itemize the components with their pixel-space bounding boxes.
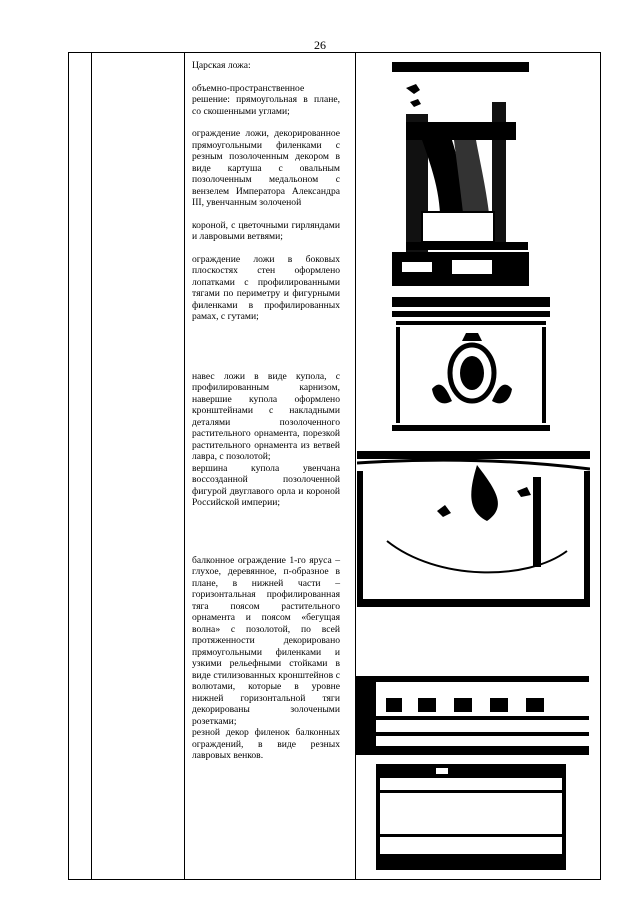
- dome-canopy-photo: [357, 451, 590, 607]
- description-paragraph: короной, с цветочными гирляндами и лавровыми ветвями;: [192, 219, 340, 242]
- page-number: 26: [314, 38, 326, 52]
- royal-box-photo: [392, 62, 529, 286]
- description-paragraph: объемно-пространственное решение: прямоугольная в плане, со скошенными углами;: [192, 82, 340, 117]
- box-cartouche-photo: [392, 297, 550, 441]
- table-column-divider: [355, 53, 356, 879]
- table-column-divider: [184, 53, 185, 879]
- description-column: [192, 60, 340, 762]
- description-paragraph: балконное ограждение 1-го яруса – глухое, деревянное, п-образное в плане, в нижней части – горизонтальная профилированная тяга поясом растительного орнамента и поясом «бегущая волна» с позолотой, по всей протяженности декорировано прямоугольными филенками и узкими рельефными стойками в виде стилизованных кронштейнов с волютами, которые в уровне нижней горизонтальной тяги декорированы золочеными розетками;: [192, 554, 340, 727]
- description-paragraph: вершина купола увенчана воссозданной позолоченной фигурой двуглавого орла и короной Российской империи;: [192, 462, 340, 508]
- description-paragraph: ограждение ложи в боковых плоскостях стен оформлено лопатками с профилированными тягами по периметру и фигурными филенками в профилированных рамах, с гутами;: [192, 253, 340, 322]
- description-paragraph: навес ложи в виде купола, с профилированным карнизом, навершие купола оформлено кронштейнами с накладными деталями позолоченного растительного орнамента, порезкой растительного орнамента из ветвей лавра, с позолотой;: [192, 370, 340, 462]
- balcony-tier-photo: [356, 676, 589, 755]
- description-paragraph: резной декор филенок балконных ограждений, в виде резных лавровых венков.: [192, 727, 340, 761]
- table-column-divider: [91, 53, 92, 879]
- description-heading: Царская ложа:: [192, 60, 251, 71]
- description-paragraph: ограждение ложи, декорированное прямоугольными филенками с резным позолоченным декором в виде картуша с овальным позолоченным медальоном с вензелем Императора Александра III, увенчанным золоченой: [192, 128, 340, 208]
- balcony-panel-photo: [376, 764, 566, 870]
